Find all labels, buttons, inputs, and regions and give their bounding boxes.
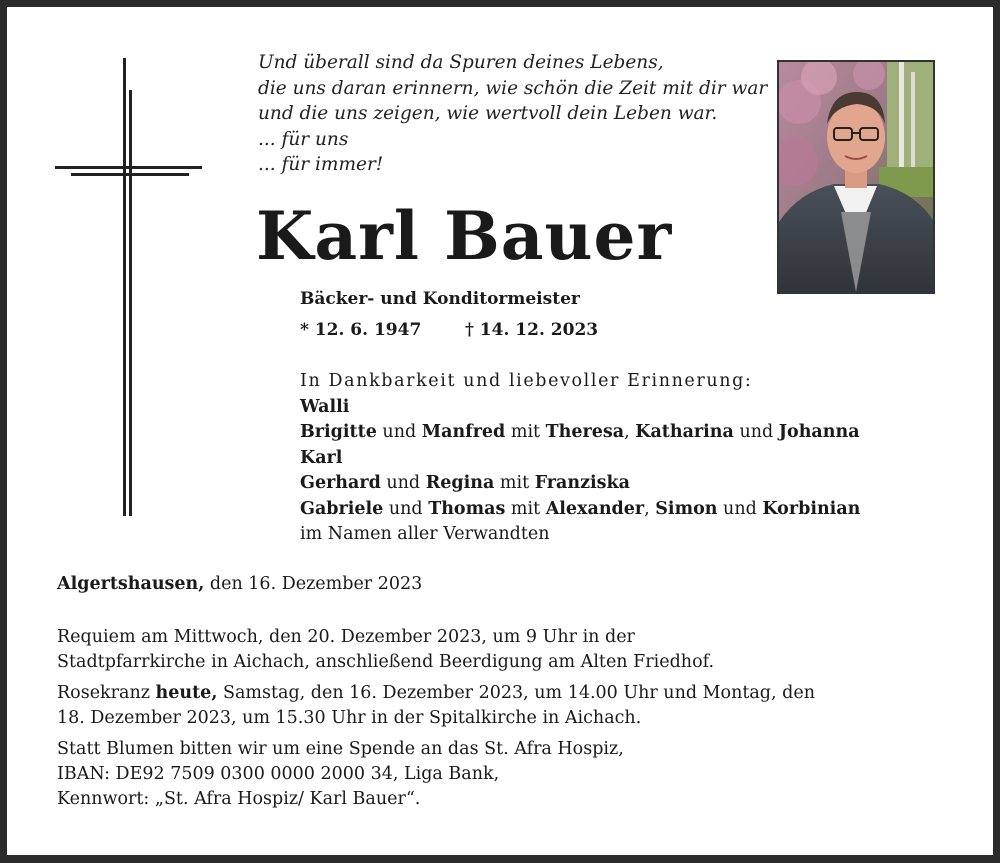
rosary-line: 18. Dezember 2023, um 15.30 Uhr in der Spitalkirche in Aichach. [57,708,642,728]
requiem-line: Stadtpfarrkirche in Aichach, anschließend Beerdigung am Alten Friedhof. [57,652,715,672]
mourner-name: Thomas [428,498,506,519]
requiem-line: Requiem am Mittwoch, den 20. Dezember 2023, um 9 Uhr in der [57,627,635,647]
mourner-line [300,471,860,497]
connector-text: und [376,422,422,442]
connector-text: , [624,422,636,442]
birth-date: * 12. 6. 1947 [300,320,422,340]
poem-line: die uns daran erinnern, wie schön die Zeit mit dir war [258,77,768,99]
mourners-block [300,369,860,548]
poem-line: ... für immer! [258,154,384,175]
poem-line: und die uns zeigen, wie wertvoll dein Leben war. [258,103,718,124]
deceased-name: Karl Bauer [256,197,673,275]
profession-title: Bäcker- und Konditormeister [300,289,580,309]
death-date: † 14. 12. 2023 [465,320,599,340]
rosary-text: Rosekranz [57,683,156,703]
notice-date: den 16. Dezember 2023 [204,574,423,594]
connector-text: und [733,422,779,442]
connector-text: und [383,498,429,519]
rosary-text: Samstag, den 16. Dezember 2023, um 14.00 Uhr und Montag, den [217,683,815,703]
service-info [57,625,815,818]
rosary-highlight: heute, [155,683,218,703]
mourner-name: Johanna [778,422,860,442]
connector-text: mit [505,498,546,519]
mourners-intro: In Dankbarkeit und liebevoller Erinnerung: [300,371,753,391]
rosary-info [57,681,815,731]
mourner-name: Katharina [635,422,734,442]
mourner-name: Karl [300,447,343,468]
connector-text: und [380,473,426,493]
donation-keyword: Kennwort: „St. Afra Hospiz/ Karl Bauer“. [57,789,421,809]
mourner-line [300,497,860,523]
iban-line: IBAN: DE92 7509 0300 0000 2000 34, Liga Bank, [57,764,500,784]
mourner-line [300,420,860,446]
mourner-name: Walli [300,396,350,417]
poem-line: ... für uns [258,128,349,150]
mourner-name: Gerhard [300,473,381,493]
mourner-name: Alexander [545,498,645,519]
poem-line: Und überall sind da Spuren deines Lebens, [258,52,664,73]
mourner-name: Regina [425,473,495,493]
connector-text: , [644,498,656,519]
donation-line: Statt Blumen bitten wir um eine Spende an das St. Afra Hospiz, [57,739,624,759]
connector-text: mit [494,473,535,493]
double-line-cross-icon [50,55,210,520]
requiem-info [57,625,815,675]
connector-text: mit [505,422,546,442]
mourner-line [300,446,860,472]
place-date [57,571,422,597]
place-name: Algertshausen, [57,574,205,594]
mourner-name: Korbinian [762,498,861,519]
life-dates [300,318,598,342]
mourner-name: Franziska [534,473,630,493]
memorial-poem [258,50,767,178]
mourner-name: Brigitte [300,422,377,442]
mourner-name: Gabriele [300,498,384,519]
mourner-name: Simon [655,498,718,519]
donation-info [57,737,815,812]
mourner-line [300,395,860,421]
mourners-closing: im Namen aller Verwandten [300,524,550,544]
portrait-photo [777,60,935,294]
mourner-name: Manfred [421,422,506,442]
mourner-name: Theresa [545,422,625,442]
connector-text: und [717,498,763,519]
